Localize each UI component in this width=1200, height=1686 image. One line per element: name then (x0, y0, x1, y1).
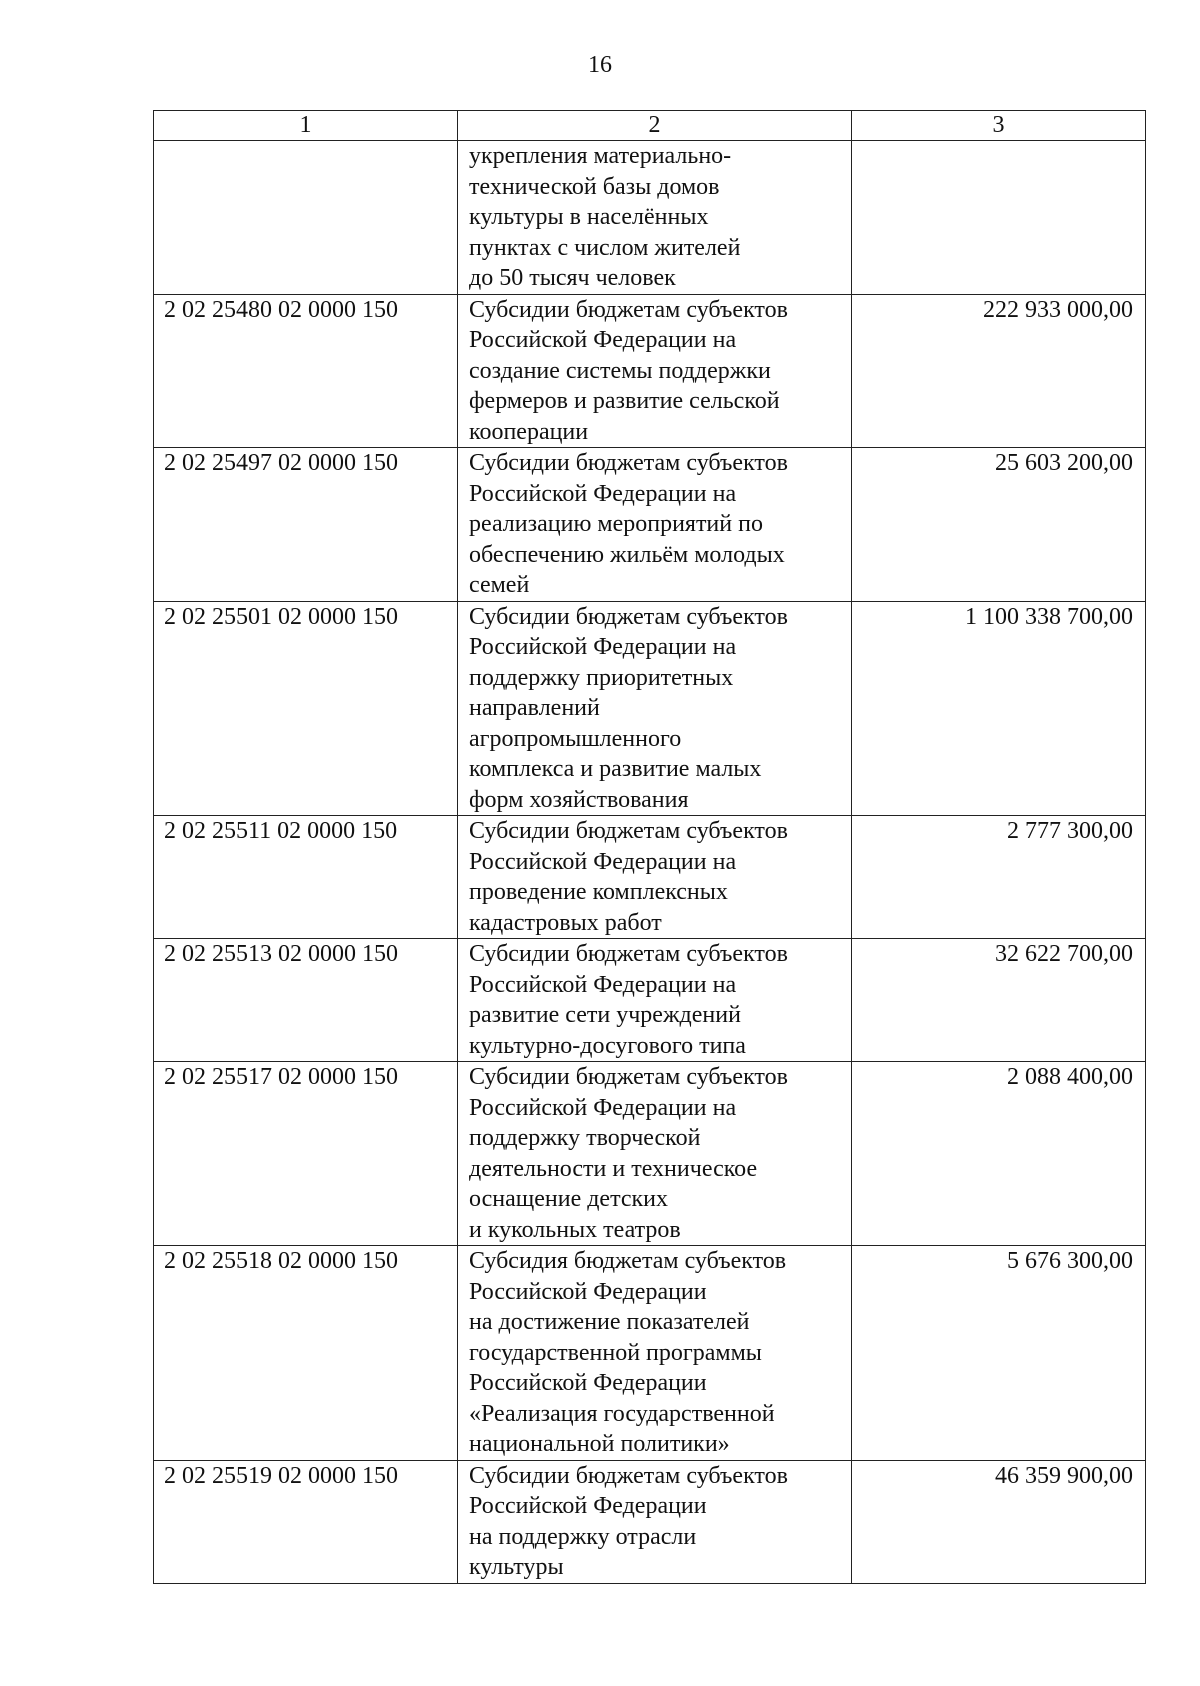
description-line: культурно-досугового типа (469, 1032, 746, 1059)
budget-code-cell: 2 02 25517 02 0000 150 (154, 1062, 458, 1246)
description-line: Субсидии бюджетам субъектов (469, 603, 788, 630)
budget-code-cell: 2 02 25480 02 0000 150 (154, 294, 458, 448)
description-line: Субсидии бюджетам субъектов (469, 1064, 788, 1090)
description-line: культуры в населённых (469, 204, 709, 230)
table-row (154, 816, 1146, 939)
description-line: фермеров и развитие сельской (469, 388, 780, 414)
description-line: форм хозяйствования (469, 786, 689, 813)
budget-code-cell: 2 02 25511 02 0000 150 (154, 816, 458, 939)
description-line: создание системы поддержки (469, 357, 771, 384)
amount-cell (852, 141, 1146, 295)
page-number: 16 (588, 52, 612, 78)
description-cell (458, 1460, 852, 1583)
amount-cell: 222 933 000,00 (852, 294, 1146, 448)
table-row (154, 1460, 1146, 1583)
amount-cell: 2 088 400,00 (852, 1062, 1146, 1246)
description-line: Субсидия бюджетам субъектов (469, 1248, 787, 1274)
budget-code-cell: 2 02 25518 02 0000 150 (154, 1246, 458, 1461)
description-line: оснащение детских (469, 1186, 669, 1212)
description-line: Российской Федерации на (469, 327, 737, 353)
budget-code-cell: 2 02 25519 02 0000 150 (154, 1460, 458, 1583)
description-line: Российской Федерации на (469, 971, 737, 998)
description-line: развитие сети учреждений (469, 1002, 741, 1028)
table-body (154, 141, 1146, 1584)
budget-table (153, 110, 1146, 1584)
description-line: Субсидии бюджетам субъектов (469, 1462, 788, 1489)
amount-cell: 1 100 338 700,00 (852, 601, 1146, 816)
budget-code-cell: 2 02 25513 02 0000 150 (154, 939, 458, 1062)
description-cell (458, 939, 852, 1062)
description-line: обеспечению жильём молодых (469, 541, 785, 568)
table-row (154, 939, 1146, 1062)
amount-cell: 2 777 300,00 (852, 816, 1146, 939)
description-line: Субсидии бюджетам субъектов (469, 941, 788, 967)
description-line: и кукольных театров (469, 1216, 681, 1243)
amount-cell: 46 359 900,00 (852, 1460, 1146, 1583)
budget-code-cell (154, 141, 458, 295)
table-row (154, 1062, 1146, 1246)
description-line: поддержку творческой (469, 1125, 701, 1151)
description-line: деятельности и техническое (469, 1155, 758, 1182)
budget-code-cell: 2 02 25497 02 0000 150 (154, 448, 458, 602)
amount-cell: 32 622 700,00 (852, 939, 1146, 1062)
description-line: Субсидии бюджетам субъектов (469, 450, 788, 476)
description-line: Российской Федерации (469, 1493, 707, 1519)
description-line: кооперации (469, 418, 589, 445)
description-cell (458, 1246, 852, 1461)
budget-code-cell: 2 02 25501 02 0000 150 (154, 601, 458, 816)
amount-cell: 5 676 300,00 (852, 1246, 1146, 1461)
description-line: кадастровых работ (469, 909, 662, 936)
description-line: поддержку приоритетных (469, 664, 734, 691)
description-line: пунктах с числом жителей (469, 234, 741, 261)
description-line: Российской Федерации на (469, 480, 737, 507)
table-row (154, 1246, 1146, 1461)
description-line: Российской Федерации на (469, 634, 737, 660)
table-row (154, 141, 1146, 295)
column-header-1: 1 (154, 111, 458, 141)
table-row (154, 601, 1146, 816)
description-line: Российской Федерации на (469, 1094, 737, 1121)
description-line: национальной политики» (469, 1431, 730, 1457)
column-header-2: 2 (458, 111, 852, 141)
description-cell (458, 448, 852, 602)
description-cell (458, 141, 852, 295)
table-row (154, 294, 1146, 448)
description-line: государственной программы (469, 1339, 762, 1366)
description-line: Российской Федерации на (469, 848, 737, 875)
description-line: комплекса и развитие малых (469, 756, 762, 782)
description-line: Субсидии бюджетам субъектов (469, 818, 788, 844)
column-header-3: 3 (852, 111, 1146, 141)
description-line: проведение комплексных (469, 879, 728, 905)
description-line: семей (469, 572, 530, 598)
description-line: Российской Федерации (469, 1278, 707, 1305)
description-line: Российской Федерации (469, 1370, 707, 1396)
description-line: реализацию мероприятий по (469, 511, 763, 537)
table-row (154, 448, 1146, 602)
description-line: на поддержку отрасли (469, 1523, 697, 1550)
description-cell (458, 1062, 852, 1246)
description-line: до 50 тысяч человек (469, 265, 676, 291)
description-cell (458, 601, 852, 816)
description-cell (458, 294, 852, 448)
description-cell (458, 816, 852, 939)
description-line: на достижение показателей (469, 1309, 750, 1335)
description-line: «Реализация государственной (469, 1400, 775, 1427)
description-line: технической базы домов (469, 173, 720, 200)
amount-cell: 25 603 200,00 (852, 448, 1146, 602)
header-row (154, 111, 1146, 141)
description-line: культуры (469, 1554, 564, 1580)
description-line: агропромышленного (469, 725, 682, 752)
description-line: укрепления материально- (469, 143, 732, 169)
description-line: направлений (469, 695, 600, 721)
description-line: Субсидии бюджетам субъектов (469, 296, 788, 323)
